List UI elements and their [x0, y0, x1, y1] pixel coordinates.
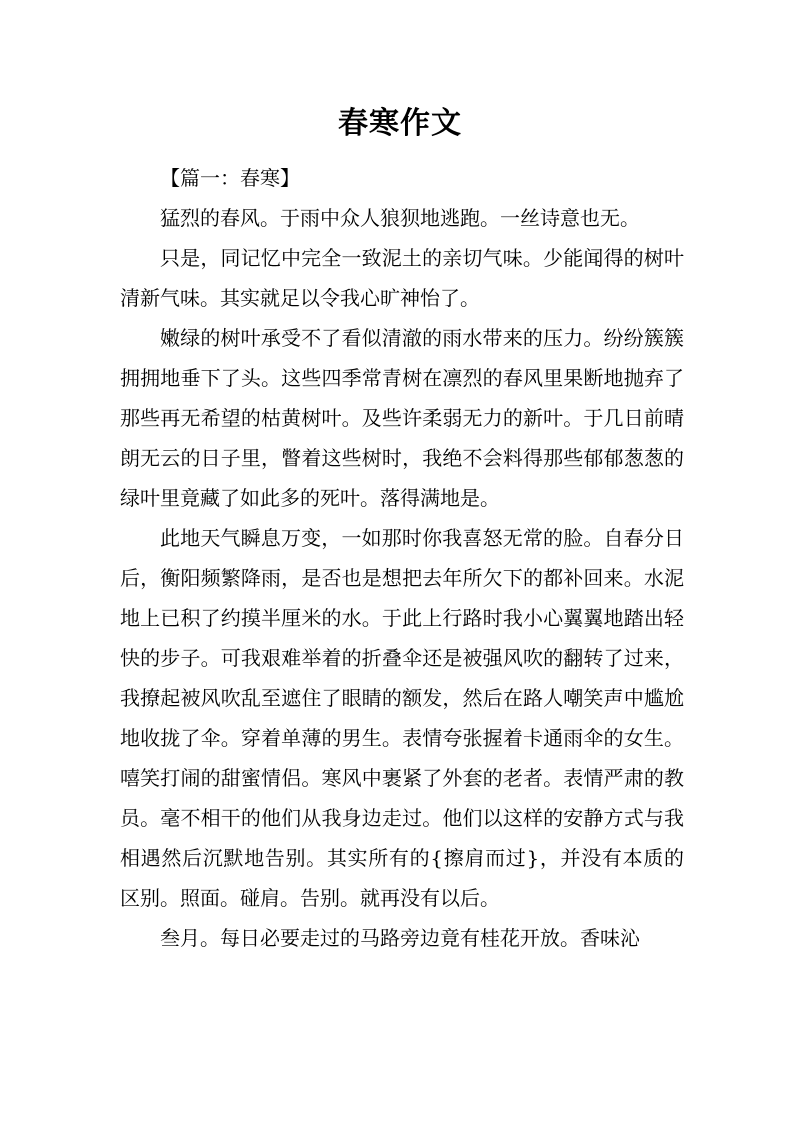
paragraph: 嫩绿的树叶承受不了看似清澈的雨水带来的压力。纷纷簇簇拥拥地垂下了头。这些四季常青树在凛烈的春风里果断地抛弃了那些再无希望的枯黄树叶。及些许柔弱无力的新叶。于几日前晴朗无云的日子里，瞥着这些树时，我绝不会料得那些郁郁葱葱的绿叶里竟藏了如此多的死叶。落得满地是。 [120, 326, 684, 510]
paragraph: 叁月。每日必要走过的马路旁边竟有桂花开放。香味沁 [160, 926, 640, 950]
section-heading: 【篇一：春寒】 [160, 166, 300, 190]
document-body [120, 158, 684, 958]
paragraph: 只是，同记忆中完全一致泥土的亲切气味。少能闻得的树叶清新气味。其实就足以令我心旷神怡了。 [120, 246, 684, 310]
paragraph: 猛烈的春风。于雨中众人狼狈地逃跑。一丝诗意也无。 [160, 206, 640, 230]
paragraph: 此地天气瞬息万变，一如那时你我喜怒无常的脸。自春分日后，衡阳频繁降雨，是否也是想把去年所欠下的都补回来。水泥地上已积了约摸半厘米的水。于此上行路时我小心翼翼地踏出轻快的步子。可我艰难举着的折叠伞还是被强风吹的翻转了过来，我撩起被风吹乱至遮住了眼睛的额发，然后在路人嘲笑声中尴尬地收拢了伞。穿着单薄的男生。表情夸张握着卡通雨伞的女生。嘻笑打闹的甜蜜情侣。寒风中裹紧了外套的老者。表情严肃的教员。毫不相干的他们从我身边走过。他们以这样的安静方式与我相遇然后沉默地告别。其实所有的{擦肩而过}，并没有本质的区别。照面。碰肩。告别。就再没有以后。 [120, 526, 684, 910]
document-title: 春寒作文 [338, 106, 462, 141]
